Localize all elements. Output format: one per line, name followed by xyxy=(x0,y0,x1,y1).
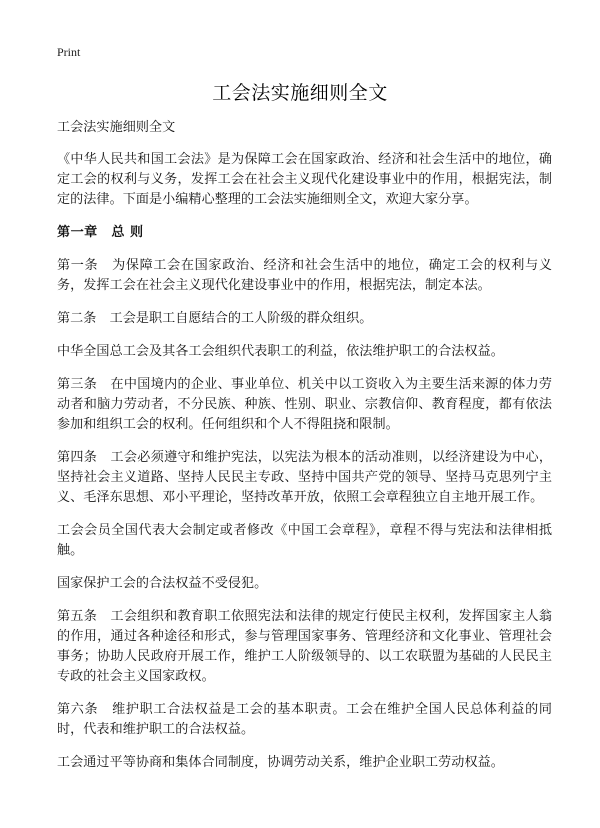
article-5: 第五条 工会组织和教育职工依照宪法和法律的规定行使民主权利，发挥国家主人翁的作用，通过各种途径和形式，参与管理国家事务、管理经济和文化事业、管理社会事务；协助人民政府开展工作，维护工人阶级领导的、以工农联盟为基础的人民民主专政的社会主义国家政权。 xyxy=(57,609,552,684)
intro-paragraph: 《中华人民共和国工会法》是为保障工会在国家政治、经济和社会生活中的地位，确定工会的权利与义务，发挥工会在社会主义现代化建设事业中的作用，根据宪法，制定的法律。下面是小编精心整理的工会法实施细则全文，欢迎大家分享。 xyxy=(57,152,552,207)
article-6-cont: 工会通过平等协商和集体合同制度，协调劳动关系，维护企业职工劳动权益。 xyxy=(57,755,504,770)
paragraph-list xyxy=(57,150,552,773)
article-4-cont-2: 国家保护工会的合法权益不受侵犯。 xyxy=(57,576,268,591)
article-1: 第一条 为保障工会在国家政治、经济和社会生活中的地位，确定工会的权利与义务，发挥工会在社会主义现代化建设事业中的作用，根据宪法，制定本法。 xyxy=(57,258,552,293)
print-link[interactable]: Print xyxy=(57,45,81,59)
article-4: 第四条 工会必须遵守和维护宪法，以宪法为根本的活动准则，以经济建设为中心，坚持社会主义道路、坚持人民民主专政、坚持中国共产党的领导、坚持马克思列宁主义、毛泽东思想、邓小平理论，坚持改革开放，依照工会章程独立自主地开展工作。 xyxy=(57,450,552,505)
article-4-cont: 工会会员全国代表大会制定或者修改《中国工会章程》，章程不得与宪法和法律相抵触。 xyxy=(57,523,552,558)
page-title: 工会法实施细则全文 xyxy=(212,82,388,104)
chapter-heading: 第一章 总 则 xyxy=(57,225,144,240)
document-body xyxy=(57,118,552,786)
article-2-cont: 中华全国总工会及其各工会组织代表职工的利益，依法维护职工的合法权益。 xyxy=(57,344,504,359)
subtitle-line: 工会法实施细则全文 xyxy=(57,120,176,135)
article-3: 第三条 在中国境内的企业、事业单位、机关中以工资收入为主要生活来源的体力劳动者和脑力劳动者，不分民族、种族、性别、职业、宗教信仰、教育程度，都有依法参加和组织工会的权利。任何组织和个人不得阻挠和限制。 xyxy=(57,377,552,432)
article-6: 第六条 维护职工合法权益是工会的基本职责。工会在维护全国人民总体利益的同时，代表和维护职工的合法权益。 xyxy=(57,702,552,737)
article-2: 第二条 工会是职工自愿结合的工人阶级的群众组织。 xyxy=(57,311,373,326)
